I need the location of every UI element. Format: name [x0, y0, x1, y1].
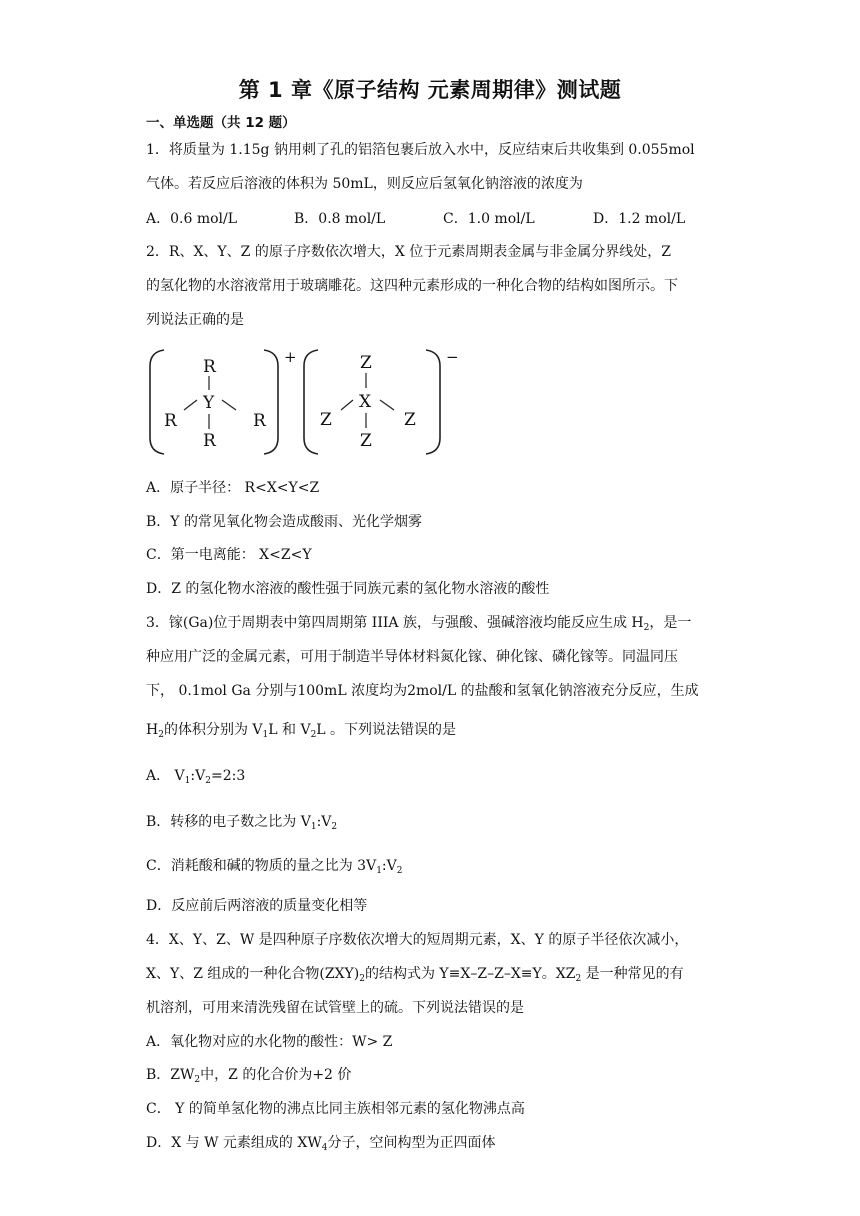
q2-option-b: B．Y 的常见氧化物会造成酸雨、光化学烟雾 [146, 514, 422, 530]
anion-center: X [359, 392, 372, 412]
q4-option-c: C． Y 的简单氢化物的沸点比同主族相邻元素的氢化物沸点高 [146, 1101, 525, 1117]
q2-option-a: A．原子半径： R<X<Y<Z [146, 480, 320, 496]
q1-option-c: C．1.0 mol/L [443, 211, 535, 227]
anion-ligand-right: Z [404, 410, 416, 430]
page-title: 第 1 章《原子结构 元素周期律》测试题 [238, 78, 622, 102]
cation-ligand-bottom: R [203, 431, 216, 451]
cation-ligand-right: R [253, 411, 266, 431]
q1-option-a: A．0.6 mol/L [146, 211, 238, 227]
q3-option-d: D．反应前后两溶液的质量变化相等 [146, 898, 368, 914]
q3-option-a: A． $V_1:V_2=2:3$ [146, 768, 246, 786]
q2-line-1: 2．R、X、Y、Z 的原子序数依次增大，X 位于元素周期表金属与非金属分界线处，Z [146, 244, 671, 260]
anion-ligand-bottom: Z [360, 431, 372, 451]
q4-line-2: X、Y、Z 组成的一种化合物$(ZXY)_2$的结构式为 Y≡X–Z–Z–X≡Y。$XZ_2$ 是一种常见的有 [146, 966, 684, 984]
q3-line-1: 3．镓(Ga)位于周期表中第四周期第 IIIA 族，与强酸、强碱溶液均能反应生成 $H_2$，是一 [146, 615, 692, 633]
q1-line-2: 气体。若反应后溶液的体积为 50mL，则反应后氢氧化钠溶液的浓度为 [146, 176, 583, 192]
q2-option-d: D．Z 的氢化物水溶液的酸性强于同族元素的氢化物水溶液的酸性 [146, 581, 550, 597]
q1-option-b: B．0.8 mol/L [294, 211, 386, 227]
q1-option-d: D．1.2 mol/L [593, 211, 686, 227]
q4-option-b: B．$ZW_2$中，Z 的化合价为+2 价 [146, 1067, 352, 1085]
cation-charge: + [284, 348, 297, 366]
section-heading: 一、单选题（共 12 题） [146, 115, 296, 131]
q2-line-3: 列说法正确的是 [146, 312, 244, 328]
anion-charge: − [446, 348, 459, 366]
q3-option-c: C．消耗酸和碱的物质的量之比为 $3V_1:V_2$ [146, 858, 403, 876]
q2-line-2: 的氢化物的水溶液常用于玻璃雕花。这四种元素形成的一种化合物的结构如图所示。下 [146, 278, 678, 294]
q1-line-1: 1．将质量为 1.15g 钠用刺了孔的铝箔包裹后放入水中，反应结束后共收集到 0.055mol [146, 142, 695, 158]
compound-structure-diagram [146, 346, 476, 458]
q2-option-c: C．第一电离能： X<Z<Y [146, 547, 312, 563]
q4-line-3: 机溶剂，可用来清洗残留在试管壁上的硫。下列说法错误的是 [146, 1000, 524, 1016]
anion-ligand-left: Z [320, 410, 332, 430]
q3-option-b: B．转移的电子数之比为 $V_1:V_2$ [146, 814, 338, 832]
q3-line-3: 下， 0.1mol Ga 分别与100mL 浓度均为2mol/L 的盐酸和氢氧化钠溶液充分反应，生成 [146, 683, 699, 699]
cation-ligand-left: R [164, 411, 177, 431]
q1-options [146, 208, 716, 228]
q4-line-1: 4．X、Y、Z、W 是四种原子序数依次增大的短周期元素，X、Y 的原子半径依次减小， [146, 932, 689, 948]
anion-ligand-top: Z [360, 353, 372, 373]
q3-line-4: $H_2$的体积分别为 $V_1L$ 和 $V_2L$ 。下列说法错误的是 [146, 722, 457, 740]
q4-option-a: A．氧化物对应的水化物的酸性：W> Z [146, 1034, 393, 1050]
cation-ligand-top: R [203, 357, 216, 377]
q4-option-d: D．X 与 W 元素组成的 $XW_4$分子，空间构型为正四面体 [146, 1135, 496, 1153]
q3-line-2: 种应用广泛的金属元素，可用于制造半导体材料氮化镓、砷化镓、磷化镓等。同温同压 [146, 649, 678, 665]
cation-center: Y [203, 393, 215, 413]
